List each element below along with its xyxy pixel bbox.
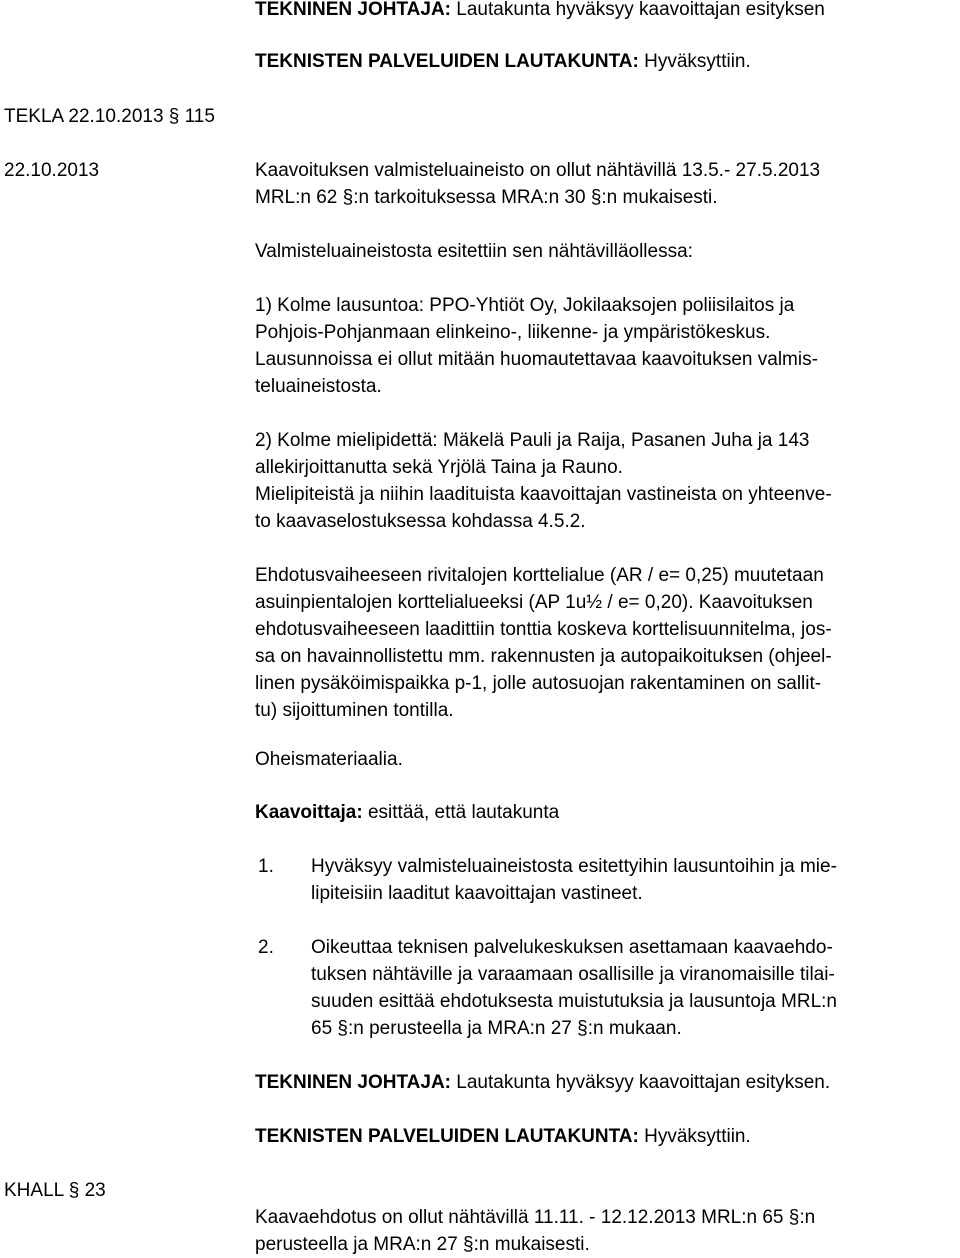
body-line: Kaavoituksen valmisteluaineisto on ollut nähtävillä 13.5.- 27.5.2013 [255,160,821,181]
body-line: perusteella ja MRA:n 27 §:n mukaisesti. [255,1234,590,1255]
lautakunta-label: TEKNISTEN PALVELUIDEN LAUTAKUNTA: [255,1126,639,1147]
kaavoittaja-text: esittää, että lautakunta [362,802,560,823]
body-line: Ehdotusvaiheeseen rivitalojen korttelialue (AR / e= 0,25) muutetaan [255,565,824,586]
body-line: sa on havainnollistettu mm. rakennusten ja autopaikoituksen (ohjeel- [255,646,832,667]
body-line: 1) Kolme lausuntoa: PPO-Yhtiöt Oy, Jokilaaksojen poliisilaitos ja [255,295,795,316]
list-item-number: 2. [258,937,274,958]
body-line: Kaavaehdotus on ollut nähtävillä 11.11. - 12.12.2013 MRL:n 65 §:n [255,1207,816,1228]
lautakunta-label: TEKNISTEN PALVELUIDEN LAUTAKUNTA: [255,51,639,72]
list-item-line: 65 §:n perusteella ja MRA:n 27 §:n mukaan. [311,1018,682,1039]
list-item-line: tuksen nähtäville ja varaamaan osallisille ja viranomaisille tilai- [311,964,835,985]
tekninen-johtaja-text: Lautakunta hyväksyy kaavoittajan esityksen. [451,1072,831,1093]
body-line: asuinpientalojen korttelialueeksi (AP 1u½ / e= 0,20). Kaavoituksen [255,592,813,613]
tekninen-johtaja-text: Lautakunta hyväksyy kaavoittajan esityksen [451,0,825,20]
body-line: MRL:n 62 §:n tarkoituksessa MRA:n 30 §:n mukaisesti. [255,187,718,208]
body-line: Mielipiteistä ja niihin laadituista kaavoittajan vastineista on yhteenve- [255,484,832,505]
body-line: ehdotusvaiheeseen laadittiin tonttia koskeva korttelisuunnitelma, jos- [255,619,832,640]
list-item-line: Oikeuttaa teknisen palvelukeskuksen asettamaan kaavaehdo- [311,937,833,958]
body-line: Lausunnoissa ei ollut mitään huomautettavaa kaavoituksen valmis- [255,349,818,370]
body-line: teluaineistosta. [255,376,382,397]
tekninen-johtaja-line [255,0,825,23]
body-line: to kaavaselostuksessa kohdassa 4.5.2. [255,511,586,532]
list-item-number: 1. [258,856,274,877]
kaavoittaja-label: Kaavoittaja: [255,802,363,823]
lautakunta-line [255,48,751,75]
list-item-line: lipiteisiin laaditut kaavoittajan vastineet. [311,883,643,904]
body-line: allekirjoittanutta sekä Yrjölä Taina ja Rauno. [255,457,623,478]
body-line: tu) sijoittuminen tontilla. [255,700,454,721]
tekla-reference: TEKLA 22.10.2013 § 115 [4,106,215,127]
meeting-date: 22.10.2013 [4,160,100,181]
lautakunta-line-2 [255,1123,751,1150]
lautakunta-text: Hyväksyttiin. [638,51,751,72]
list-item-line: suuden esittää ehdotuksesta muistutuksia ja lausuntoja MRL:n [311,991,837,1012]
list-item-line: Hyväksyy valmisteluaineistosta esitettyihin lausuntoihin ja mie- [311,856,837,877]
oheismateriaali: Oheismateriaalia. [255,749,403,770]
body-line: 2) Kolme mielipidettä: Mäkelä Pauli ja Raija, Pasanen Juha ja 143 [255,430,810,451]
kaavoittaja-line [255,799,559,826]
body-line: linen pysäköimispaikka p-1, jolle autosuojan rakentaminen on sallit- [255,673,822,694]
lautakunta-text: Hyväksyttiin. [638,1126,751,1147]
tekninen-johtaja-label: TEKNINEN JOHTAJA: [255,0,451,20]
khall-reference: KHALL § 23 [4,1180,106,1201]
body-line: Pohjois-Pohjanmaan elinkeino-, liikenne- ja ympäristökeskus. [255,322,771,343]
body-line: Valmisteluaineistosta esitettiin sen nähtävilläollessa: [255,241,693,262]
tekninen-johtaja-label: TEKNINEN JOHTAJA: [255,1072,451,1093]
tekninen-johtaja-line-2 [255,1069,830,1096]
